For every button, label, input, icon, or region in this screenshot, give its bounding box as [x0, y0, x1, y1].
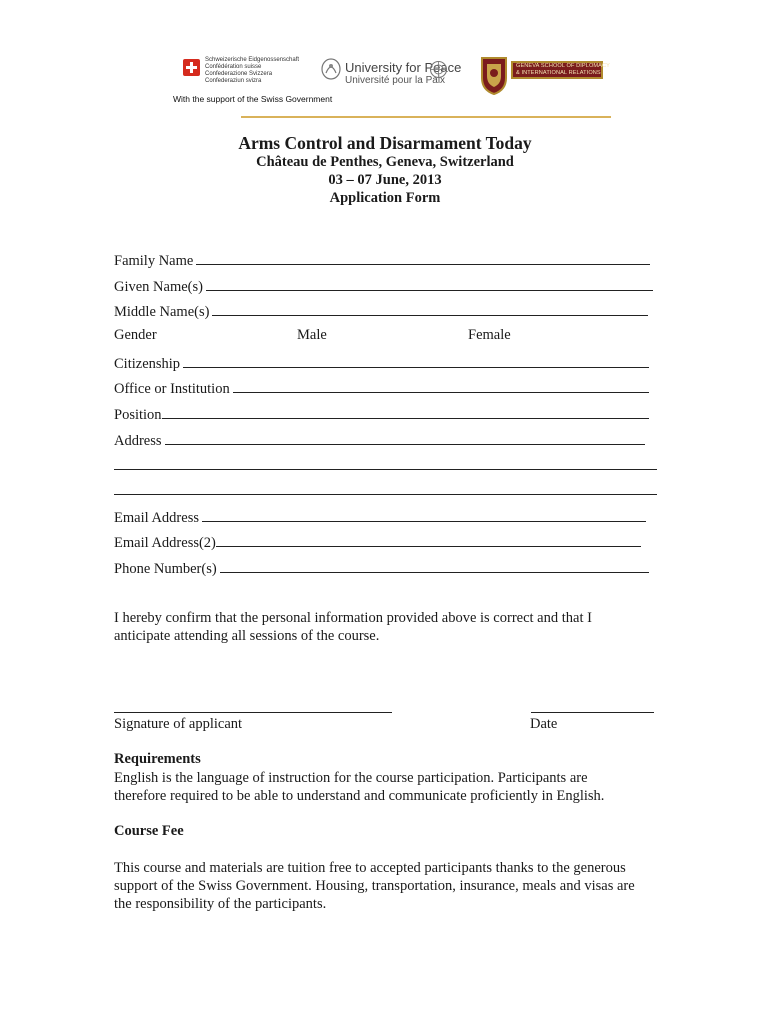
address-input-line[interactable]: [165, 430, 645, 445]
email2-input-line[interactable]: [216, 532, 641, 547]
citizenship-input-line[interactable]: [183, 353, 649, 368]
course-location: Château de Penthes, Geneva, Switzerland: [256, 154, 514, 170]
address-input-line-2[interactable]: [114, 469, 657, 470]
un-emblem-icon: [429, 60, 448, 79]
position-label: Position: [114, 407, 162, 423]
gender-option-male[interactable]: Male: [297, 327, 327, 343]
family-name-label: Family Name: [114, 253, 194, 269]
gsd-name-line2: & INTERNATIONAL RELATIONS: [516, 70, 601, 76]
signature-label: Signature of applicant: [114, 716, 243, 732]
family-name-input-line[interactable]: [196, 250, 650, 265]
phone-label: Phone Number(s): [114, 561, 217, 577]
gender-option-female[interactable]: Female: [468, 327, 511, 343]
email-label: Email Address: [114, 510, 199, 526]
requirements-heading: Requirements: [114, 751, 201, 767]
citizenship-field[interactable]: [114, 353, 649, 373]
upeace-name: University for Peace: [345, 60, 462, 75]
address-field[interactable]: [114, 430, 645, 450]
requirements-text: English is the language of instruction for the course participation. Participants are therefore required to be able to understand and communicate proficiently in English.: [114, 770, 605, 804]
signature-line[interactable]: [114, 712, 392, 713]
address-input-line-3[interactable]: [114, 494, 657, 495]
position-field[interactable]: [114, 404, 649, 424]
family-name-field[interactable]: [114, 250, 650, 270]
gsd-name-line1: GENEVA SCHOOL OF DIPLOMACY: [516, 63, 610, 69]
course-fee-heading: Course Fee: [114, 823, 184, 839]
swiss-confederation-text: Schweizerische Eidgenossenschaft Confédération suisse Confederazione Svizzera Confederaziun svizra: [205, 57, 300, 84]
address-label: Address: [114, 433, 162, 449]
given-names-field[interactable]: [114, 276, 653, 296]
given-names-input-line[interactable]: [206, 276, 653, 291]
upeace-subtitle: Université pour la Paix: [345, 75, 446, 86]
email2-field[interactable]: [114, 532, 641, 552]
upeace-emblem-icon: [320, 57, 342, 81]
email-field[interactable]: [114, 507, 646, 527]
citizenship-label: Citizenship: [114, 356, 181, 372]
gender-label: Gender: [114, 327, 157, 343]
confirmation-text: I hereby confirm that the personal information provided above is correct and that I anticipate attending all sessions of the course.: [114, 610, 592, 644]
gsd-crest-icon: [479, 54, 509, 96]
middle-names-field[interactable]: [114, 301, 648, 321]
position-input-line[interactable]: [162, 404, 649, 419]
email-input-line[interactable]: [202, 507, 646, 522]
office-label: Office or Institution: [114, 381, 230, 397]
middle-names-input-line[interactable]: [212, 301, 648, 316]
email2-label: Email Address(2): [114, 535, 216, 551]
office-field[interactable]: [114, 378, 649, 398]
course-fee-text: This course and materials are tuition free to accepted participants thanks to the generous support of the Swiss Government. Housing, transportation, insurance, meals and visas are the responsibility of the participants.: [114, 860, 635, 912]
header-divider: [241, 116, 611, 118]
form-title: Application Form: [329, 190, 441, 206]
middle-names-label: Middle Name(s): [114, 304, 210, 320]
given-names-label: Given Name(s): [114, 279, 203, 295]
course-dates: 03 – 07 June, 2013: [328, 172, 442, 188]
date-label: Date: [530, 716, 558, 732]
office-input-line[interactable]: [233, 378, 649, 393]
phone-field[interactable]: [114, 558, 649, 578]
document-title: Arms Control and Disarmament Today: [238, 133, 532, 153]
swiss-support-text: With the support of the Swiss Government: [173, 94, 333, 104]
swiss-flag-icon: [183, 59, 200, 76]
date-line[interactable]: [531, 712, 654, 713]
phone-input-line[interactable]: [220, 558, 649, 573]
